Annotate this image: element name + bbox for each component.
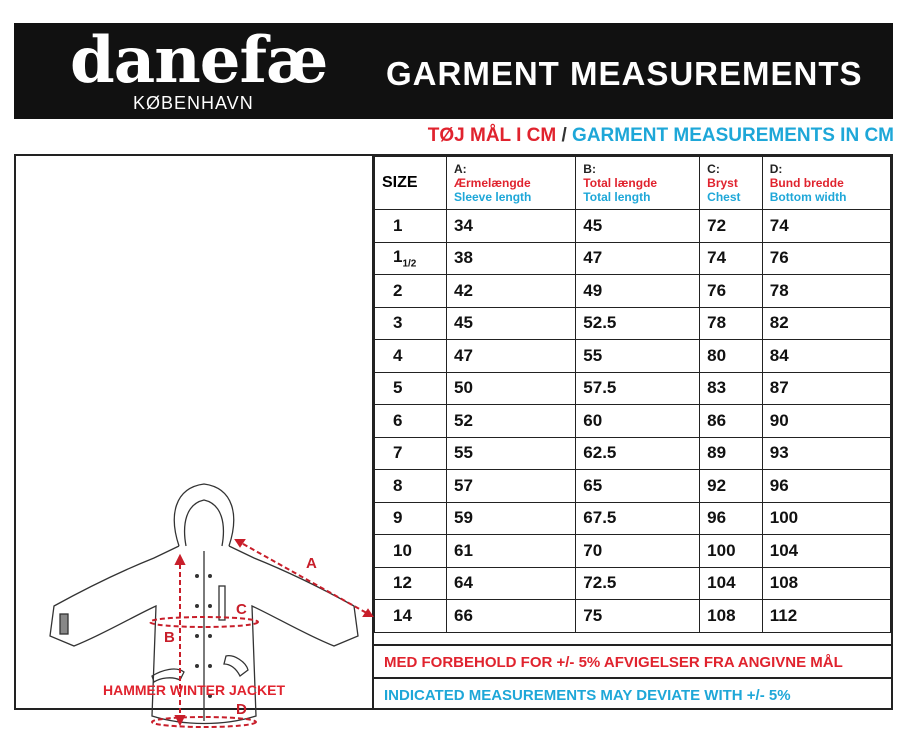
size-value: 10 — [393, 540, 412, 560]
size-cell — [375, 242, 447, 275]
measurement-cell: 65 — [576, 470, 700, 503]
measurement-cell: 108 — [700, 600, 763, 633]
brand-logo — [70, 23, 330, 115]
table-body — [375, 210, 891, 633]
brand-city: KØBENHAVN — [133, 93, 254, 113]
measurement-cell: 100 — [762, 502, 890, 535]
size-cell — [375, 275, 447, 308]
column-header-d — [762, 157, 890, 210]
column-english: Bottom width — [769, 190, 847, 204]
table-row — [375, 405, 891, 438]
measurement-cell: 72 — [700, 210, 763, 243]
measurement-cell: 76 — [700, 275, 763, 308]
column-letter: B: — [583, 162, 596, 176]
size-cell — [375, 307, 447, 340]
measurement-cell: 78 — [700, 307, 763, 340]
page-title: GARMENT MEASUREMENTS — [386, 55, 863, 92]
size-cell — [375, 210, 447, 243]
size-cell — [375, 502, 447, 535]
measurement-cell: 50 — [447, 372, 576, 405]
measurement-cell: 76 — [762, 242, 890, 275]
measurement-cell: 84 — [762, 340, 890, 373]
measure-line-a — [236, 540, 372, 616]
size-value: 12 — [393, 573, 412, 593]
size-cell — [375, 600, 447, 633]
note-danish: MED FORBEHOLD FOR +/- 5% AFVIGELSER FRA ANGIVNE MÅL — [374, 644, 891, 677]
table-row — [375, 535, 891, 568]
column-header-a — [447, 157, 576, 210]
column-english: Total length — [583, 190, 651, 204]
size-value: 7 — [393, 443, 403, 463]
measurement-cell: 80 — [700, 340, 763, 373]
table-row — [375, 275, 891, 308]
table-row — [375, 210, 891, 243]
illustration-panel — [16, 156, 374, 718]
column-header-c — [700, 157, 763, 210]
size-value: 2 — [393, 280, 403, 300]
measurement-cell: 93 — [762, 437, 890, 470]
measurement-cell: 47 — [447, 340, 576, 373]
column-letter: C: — [707, 162, 720, 176]
measurement-cell: 82 — [762, 307, 890, 340]
size-value: 3 — [393, 313, 403, 333]
column-danish: Total længde — [583, 176, 658, 190]
size-cell — [375, 567, 447, 600]
size-cell — [375, 405, 447, 438]
measurement-cell: 64 — [447, 567, 576, 600]
measurement-cell: 38 — [447, 242, 576, 275]
column-letter: A: — [454, 162, 467, 176]
table-row — [375, 340, 891, 373]
measurement-cell: 92 — [700, 470, 763, 503]
size-cell — [375, 470, 447, 503]
size-value: 1 — [393, 247, 403, 267]
subtitle — [428, 125, 894, 147]
measurement-cell: 62.5 — [576, 437, 700, 470]
measurement-cell: 66 — [447, 600, 576, 633]
label-a: A — [306, 555, 317, 572]
size-fraction: 1/2 — [402, 258, 417, 270]
measurement-cell: 45 — [447, 307, 576, 340]
measurement-cell: 104 — [700, 567, 763, 600]
measurement-cell: 86 — [700, 405, 763, 438]
measurement-cell: 55 — [447, 437, 576, 470]
size-cell — [375, 340, 447, 373]
size-value: 8 — [393, 475, 403, 495]
measurement-cell: 75 — [576, 600, 700, 633]
column-english: Sleeve length — [454, 190, 532, 204]
column-header-b — [576, 157, 700, 210]
size-cell — [375, 437, 447, 470]
table-row — [375, 437, 891, 470]
label-b: B — [164, 629, 175, 646]
table-row — [375, 502, 891, 535]
measurement-cell: 90 — [762, 405, 890, 438]
measurement-cell: 49 — [576, 275, 700, 308]
size-value: 14 — [393, 605, 412, 625]
measurements-table — [374, 156, 891, 633]
measurement-cell: 70 — [576, 535, 700, 568]
measurement-cell: 96 — [700, 502, 763, 535]
table-row — [375, 567, 891, 600]
measurement-cell: 89 — [700, 437, 763, 470]
measurement-cell: 47 — [576, 242, 700, 275]
measurement-cell: 59 — [447, 502, 576, 535]
measurement-cell: 67.5 — [576, 502, 700, 535]
column-danish: Bund bredde — [769, 176, 844, 190]
column-letter: D: — [769, 162, 783, 176]
header-bar — [14, 23, 893, 119]
size-value: 9 — [393, 508, 403, 528]
size-cell — [375, 535, 447, 568]
measurement-cell: 112 — [762, 600, 890, 633]
size-value: 1 — [393, 215, 403, 235]
measurement-cell: 104 — [762, 535, 890, 568]
measurement-cell: 55 — [576, 340, 700, 373]
measurement-cell: 100 — [700, 535, 763, 568]
measurement-cell: 83 — [700, 372, 763, 405]
jacket-hood — [174, 484, 233, 546]
measurement-cell: 45 — [576, 210, 700, 243]
table-row — [375, 242, 891, 275]
column-danish: Bryst — [707, 176, 738, 190]
measurement-cell: 42 — [447, 275, 576, 308]
table-row — [375, 372, 891, 405]
size-cell — [375, 372, 447, 405]
subtitle-english: GARMENT MEASUREMENTS IN CM — [572, 125, 894, 146]
measurement-cell: 74 — [700, 242, 763, 275]
size-value: 5 — [393, 378, 403, 398]
table-row — [375, 470, 891, 503]
column-english: Chest — [707, 190, 741, 204]
measurement-cell: 108 — [762, 567, 890, 600]
brand-name: danefæ — [70, 23, 328, 98]
product-name: HAMMER WINTER JACKET — [103, 682, 285, 698]
measurement-cell: 78 — [762, 275, 890, 308]
measurement-cell: 60 — [576, 405, 700, 438]
label-c: C — [236, 601, 247, 618]
measurement-cell: 52 — [447, 405, 576, 438]
subtitle-danish: TØJ MÅL I CM — [427, 125, 557, 146]
measurement-cell: 34 — [447, 210, 576, 243]
label-d: D — [236, 701, 247, 718]
measurement-cell: 61 — [447, 535, 576, 568]
measurement-cell: 87 — [762, 372, 890, 405]
column-danish: Ærmelængde — [454, 176, 531, 190]
measurement-cell: 72.5 — [576, 567, 700, 600]
table-row — [375, 307, 891, 340]
table-header-row — [375, 157, 891, 210]
subtitle-separator: / — [561, 125, 567, 146]
measurement-cell: 57 — [447, 470, 576, 503]
size-header: SIZE — [375, 157, 447, 210]
note-english: INDICATED MEASUREMENTS MAY DEVIATE WITH +/- 5% — [374, 677, 891, 710]
size-value: 4 — [393, 345, 403, 365]
table-row — [375, 600, 891, 633]
measurement-cell: 52.5 — [576, 307, 700, 340]
measurement-cell: 96 — [762, 470, 890, 503]
size-value: 6 — [393, 410, 403, 430]
measurement-cell: 74 — [762, 210, 890, 243]
measurement-cell: 57.5 — [576, 372, 700, 405]
